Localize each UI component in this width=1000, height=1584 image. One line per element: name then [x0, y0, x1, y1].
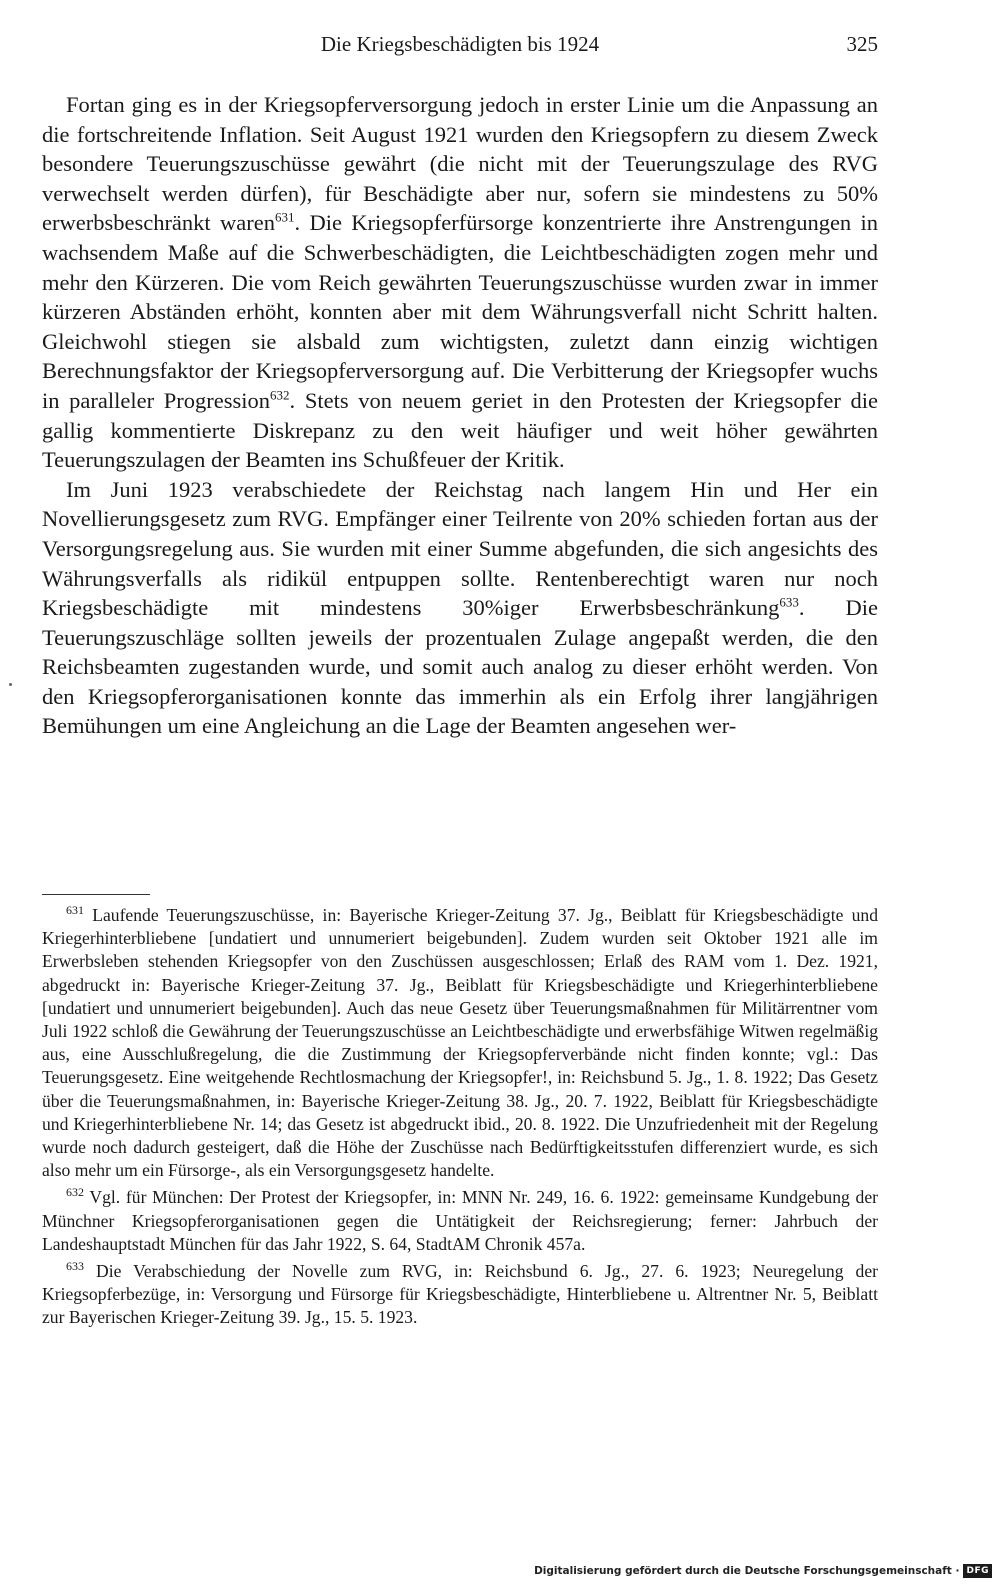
footnote-number: 632 [66, 1185, 84, 1200]
footnotes [42, 904, 878, 1334]
footnote-number: 631 [66, 903, 84, 918]
footnote-ref-632[interactable]: 632 [270, 387, 290, 403]
footnote-ref-633[interactable]: 633 [779, 594, 799, 610]
footnote-number: 633 [66, 1259, 84, 1274]
running-title: Die Kriegsbeschädigten bis 1924 [320, 32, 600, 56]
dfg-logo-icon: DFG [963, 1564, 992, 1578]
scan-speck [9, 683, 12, 686]
digitization-credit [534, 1562, 992, 1580]
paragraph-1: Fortan ging es in der Kriegsopferversorgung jedoch in erster Linie um die Anpassung an die fortschreitende Inflation. Seit August 1921 wurden den Kriegsopfern zu diesem Zweck besondere Teuerungszuschüsse gewährt (die nicht mit der Teuerungszulage des RVG verwechselt werden dürfen), für Beschädigte aber nur, sofern sie mindestens zu 50% erwerbsbeschränkt waren$^{631}$. Die Kriegsopferfürsorge konzentrierte ihre Anstrengungen in wachsendem Maße auf die Schwerbeschädigten, die Leichtbeschädigten zogen mehr und mehr den Kürzeren. Die vom Reich gewährten Teuerungszuschüsse wurden zwar in immer kürzeren Abständen erhöht, konnten aber mit dem Währungsverfall nicht Schritt halten. Gleichwohl stiegen sie alsbald zum wichtigsten, zuletzt dann einzig wichtigen Berechnungsfaktor der Kriegsopferversorgung auf. Die Verbitterung der Kriegsopfer wuchs in paralleler Progression$^{632}$. Stets von neuem geriet in den Protesten der Kriegsopfer die gallig kommentierte Diskrepanz zu den weit häufiger und weit höher gewährten Teuerungszulagen der Beamten ins Schußfeuer der Kritik. [42, 92, 879, 473]
footnote-632 [42, 1186, 878, 1256]
footnote-text: Die Verabschiedung der Novelle zum RVG, in: Reichsbund 6. Jg., 27. 6. 1923; Neuregelung der Kriegsopferbezüge, in: Versorgung und Fürsorge für Kriegsbeschädigte, Hinterbliebene u. Altrentner Nr. 5, Beiblatt zur Bayerischen Krieger-Zeitung 39. Jg., 15. 5. 1923. [42, 1261, 878, 1328]
page-number: 325 [846, 32, 878, 56]
footnote-text: Laufende Teuerungszuschüsse, in: Bayerische Krieger-Zeitung 37. Jg., Beiblatt für Kriegsbeschädigte und Kriegerhinterbliebene [undatiert und unnumeriert beigebunden]. Zudem wurden seit Oktober 1921 alle im Erwerbsleben stehenden Kriegsopfer von den Zuschüssen ausgeschlossen; Erlaß des RAM vom 1. Dez. 1921, abgedruckt in: Bayerische Krieger-Zeitung 37. Jg., Beiblatt für Kriegsbeschädigte und Kriegerhinterbliebene [undatiert und unnumeriert beigebunden]. Auch das neue Gesetz über Teuerungsmaßnahmen für Militärrentner vom Juli 1922 schloß die Gewährung der Teuerungszuschüsse an Leichtbeschädigte und erwerbsfähige Witwen regelmäßig aus, eine Ausschlußregelung, die die Zustimmung der Kriegsopferverbände nicht finden konnte; vgl.: Das Teuerungsgesetz. Eine weitgehende Rechtlosmachung der Kriegsopfer!, in: Reichsbund 5. Jg., 1. 8. 1922; Das Gesetz über die Teuerungsmaßnahmen, in: Bayerische Krieger-Zeitung 38. Jg., 20. 7. 1922, Beiblatt für Kriegsbeschädigte und Kriegerhinterbliebene Nr. 14; das Gesetz ist abgedruckt ibid., 20. 8. 1922. Die Unzufriedenheit mit der Regelung wurde noch dadurch gesteigert, daß die Höhe der Zuschüsse nach Bedürftigkeitsstufen differenziert wurde, es sich also mehr um ein Fürsorge-, als ein Versorgungsgesetz handelte. [42, 905, 878, 1181]
footnote-ref-631[interactable]: 631 [274, 209, 295, 225]
footnote-631 [42, 904, 878, 1182]
footnote-divider [42, 894, 150, 895]
footnote-text: Vgl. für München: Der Protest der Kriegsopfer, in: MNN Nr. 249, 16. 6. 1922: gemeinsame Kundgebung der Münchner Kriegsopferorganisationen gegen die Untätigkeit der Reichsregierung; ferner: Jahrbuch der Landeshauptstadt München für das Jahr 1922, S. 64, StadtAM Chronik 457a. [42, 1187, 878, 1254]
paragraph-2: Im Juni 1923 verabschiedete der Reichstag nach langem Hin und Her ein Novellierungsgesetz zum RVG. Empfänger einer Teilrente von 20% schieden fortan aus der Versorgungsregelung aus. Sie wurden mit einer Summe abgefunden, die sich angesichts des Währungsverfalls als ridikül entpuppen sollte. Rentenberechtigt waren nur noch Kriegsbeschädigte mit mindestens 30%iger Erwerbsbeschränkung$^{633}$. Die Teuerungszuschläge sollten jeweils der prozentualen Zulage angepaßt werden, die den Reichsbeamten zugestanden wurde, und somit auch analog zu dieser erhöht werden. Von den Kriegsopferorganisationen konnte das immerhin als ein Erfolg ihrer langjährigen Bemühungen um eine Angleichung an die Lage der Beamten angesehen wer- [42, 476, 878, 739]
running-header [42, 32, 878, 56]
credit-text: Digitalisierung gefördert durch die Deutsche Forschungsgemeinschaft · [534, 1565, 960, 1577]
footnote-633 [42, 1260, 878, 1330]
main-text [42, 90, 878, 741]
